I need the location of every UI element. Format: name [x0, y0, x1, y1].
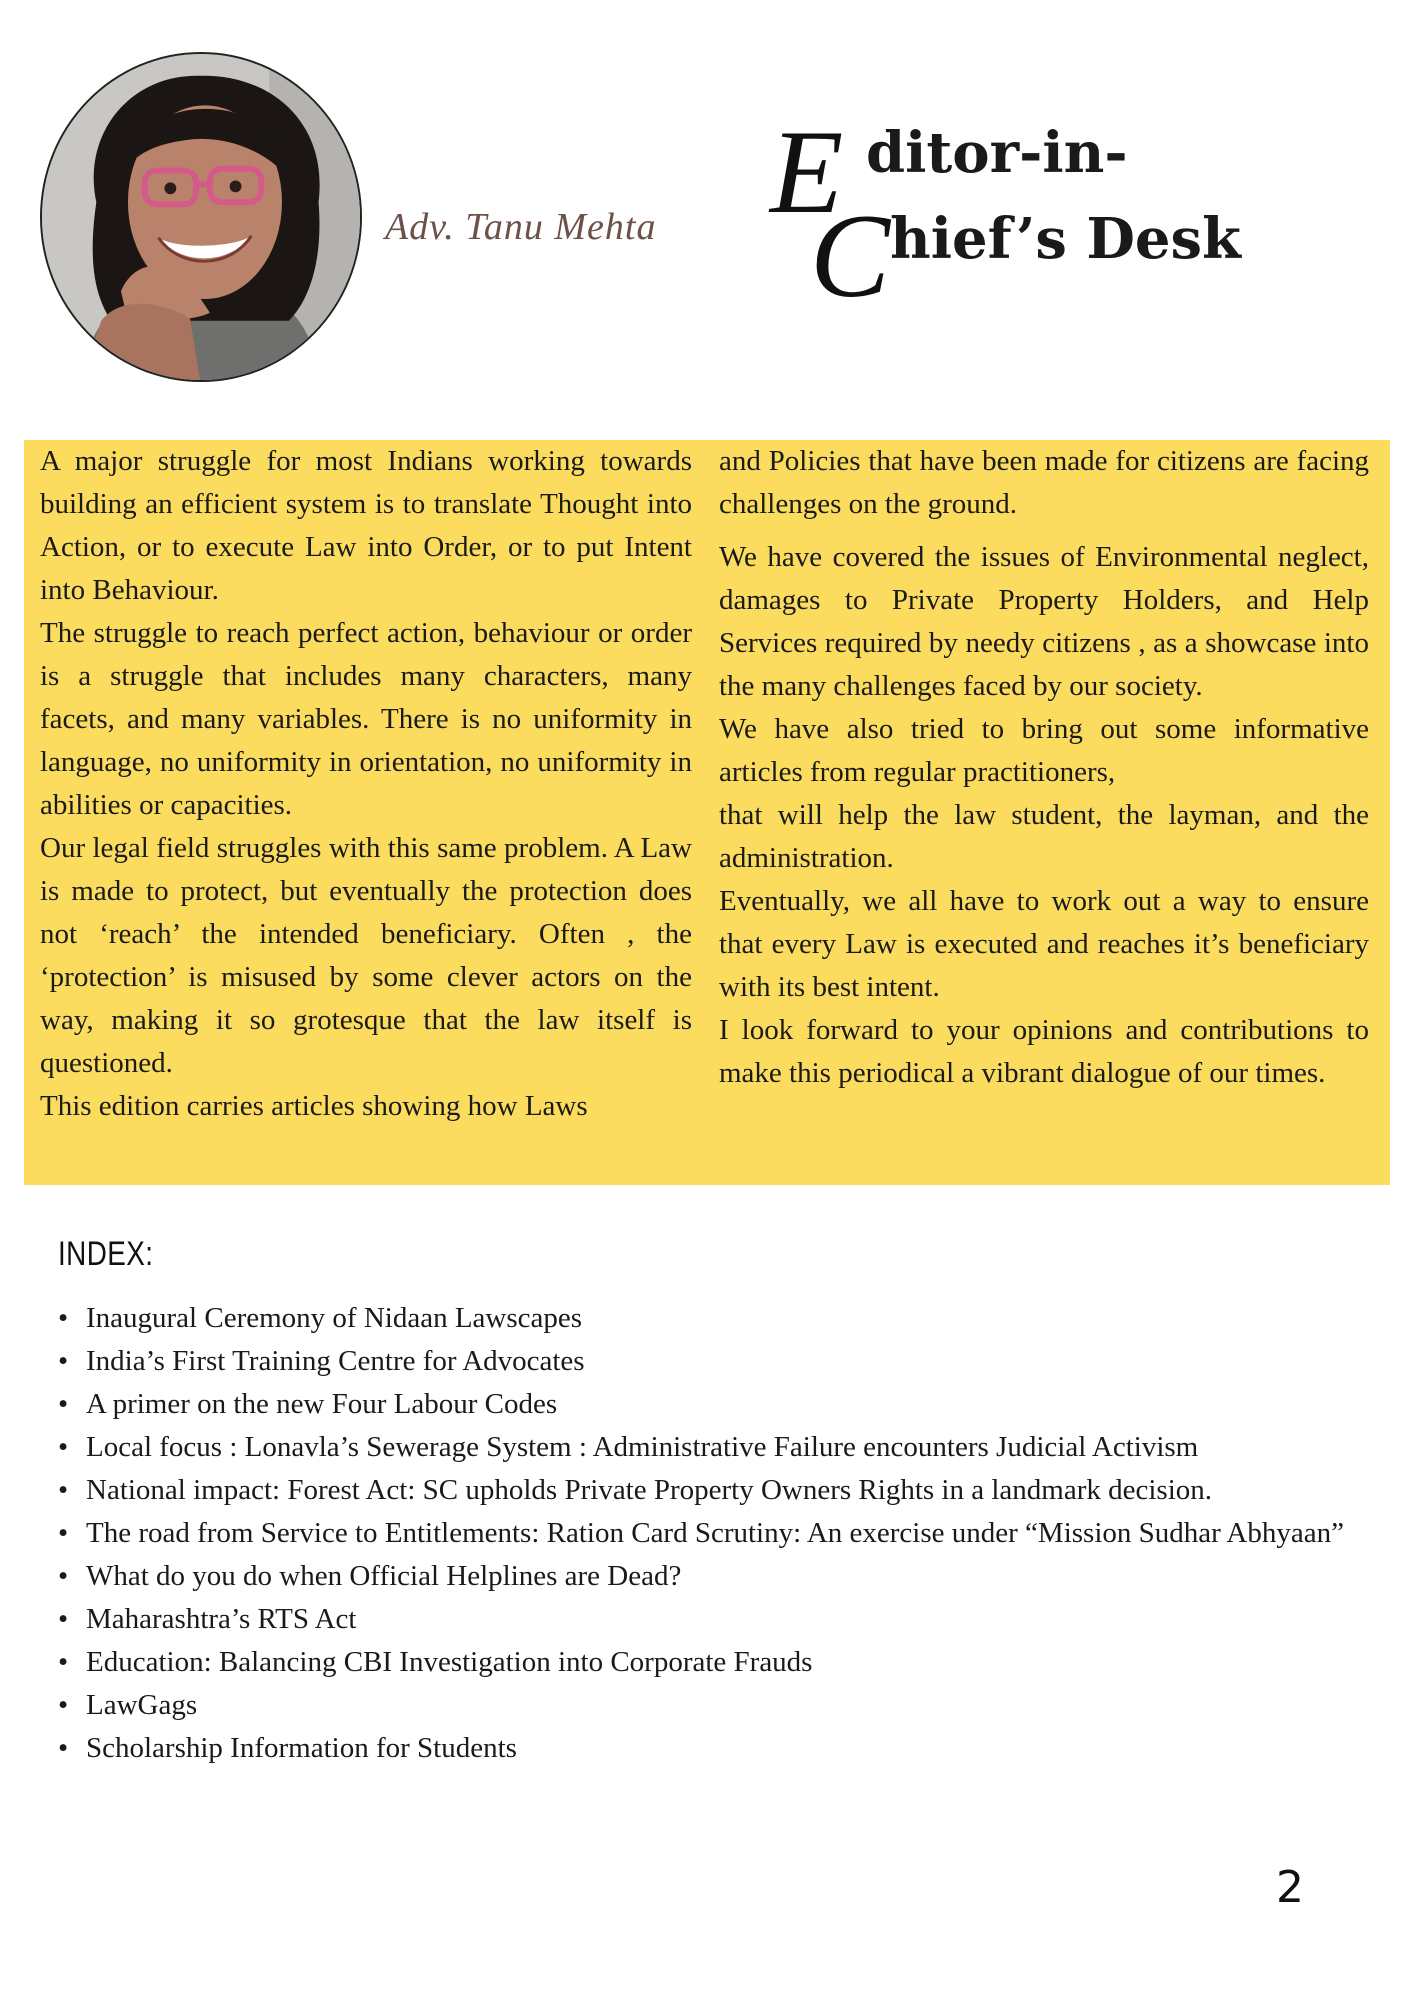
- editorial-column-right: [719, 440, 1369, 1095]
- index-list: [58, 1297, 1390, 1770]
- masthead-line-2: hief’s Desk: [890, 206, 1241, 272]
- index-item: • LawGags: [58, 1684, 1390, 1727]
- index-heading: INDEX:: [58, 1235, 154, 1273]
- editorial-paragraph: We have covered the issues of Environmental neglect, damages to Private Property Holders, and Help Services required by needy citizens , as a showcase into the many challenges faced by our society.: [719, 541, 1369, 702]
- index-item: • National impact: Forest Act: SC upholds Private Property Owners Rights in a landmark decision.: [58, 1469, 1390, 1512]
- index-item: • What do you do when Official Helplines are Dead?: [58, 1555, 1390, 1598]
- masthead-initial-e: E: [770, 105, 844, 238]
- editorial-paragraph: The struggle to reach perfect action, behaviour or order is a struggle that includes many characters, many facets, and many variables. There is no uniformity in language, no uniformity in orientation, no uniformity in abilities or capacities.: [40, 617, 692, 821]
- index-item: • Inaugural Ceremony of Nidaan Lawscapes: [58, 1297, 1390, 1340]
- index-item: • Education: Balancing CBI Investigation into Corporate Frauds: [58, 1641, 1390, 1684]
- page-number: 2: [1276, 1862, 1304, 1913]
- editor-photo: [40, 52, 362, 382]
- index-item: • Local focus : Lonavla’s Sewerage System : Administrative Failure encounters Judicial Activism: [58, 1426, 1390, 1469]
- index-item: • Maharashtra’s RTS Act: [58, 1598, 1390, 1641]
- editorial-paragraph: Our legal field struggles with this same problem. A Law is made to protect, but eventually the protection does not ‘reach’ the intended beneficiary. Often , the ‘protection’ is misused by some clever actors on the way, making it so grotesque that the law itself is questioned.: [40, 832, 692, 1079]
- masthead-title: [770, 105, 1330, 322]
- editor-byline: Adv. Tanu Mehta: [385, 206, 657, 248]
- masthead-line-1: ditor-in-: [866, 120, 1128, 186]
- editorial-paragraph: I look forward to your opinions and contributions to make this periodical a vibrant dialogue of our times.: [719, 1014, 1369, 1089]
- index-item: • India’s First Training Centre for Advocates: [58, 1340, 1390, 1383]
- index-item: • The road from Service to Entitlements: Ration Card Scrutiny: An exercise under “Mission Sudhar Abhyaan”: [58, 1512, 1390, 1555]
- editorial-paragraph: A major struggle for most Indians working towards building an efficient system is to translate Thought into Action, or to execute Law into Order, or to put Intent into Behaviour.: [40, 445, 692, 606]
- editorial-paragraph: that will help the law student, the layman, and the administration.: [719, 799, 1369, 874]
- masthead-initial-c: C: [810, 189, 891, 322]
- editorial-box: [24, 440, 1390, 1185]
- editorial-paragraph: and Policies that have been made for citizens are facing challenges on the ground.: [719, 445, 1369, 520]
- index-item: • A primer on the new Four Labour Codes: [58, 1383, 1390, 1426]
- editorial-paragraph: This edition carries articles showing how Laws: [40, 1090, 588, 1122]
- editor-portrait-image: [42, 54, 360, 380]
- editorial-column-left: [40, 440, 692, 1128]
- editorial-paragraph: Eventually, we all have to work out a way to ensure that every Law is executed and reaches it’s beneficiary with its best intent.: [719, 885, 1369, 1003]
- editorial-paragraph: We have also tried to bring out some informative articles from regular practitioners,: [719, 713, 1369, 788]
- index-item: • Scholarship Information for Students: [58, 1727, 1390, 1770]
